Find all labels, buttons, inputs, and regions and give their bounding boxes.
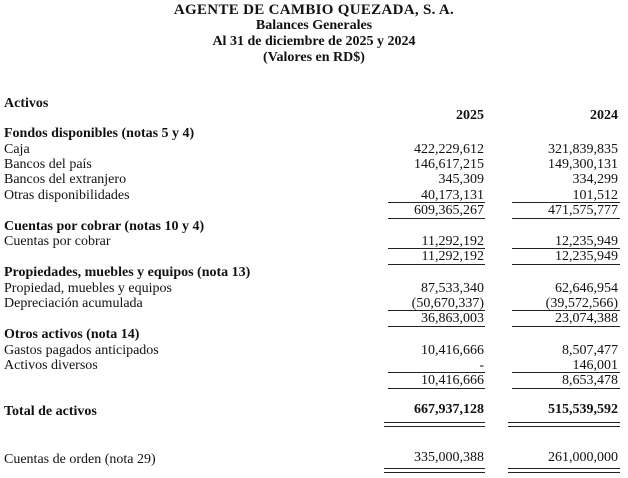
row-value-2024: 334,299 (572, 172, 618, 187)
cuentas-orden-label: Cuentas de orden (nota 29) (4, 452, 156, 467)
propiedades-title: Propiedades, muebles y equipos (nota 13) (4, 265, 251, 280)
company-name: AGENTE DE CAMBIO QUEZADA, S. A. (173, 2, 455, 18)
row-value-2025: 146,617,215 (414, 157, 484, 172)
row-value-2025: 40,173,131 (421, 188, 484, 203)
subtotal-underline (388, 218, 485, 219)
row-value-2025: 345,309 (438, 172, 484, 187)
total-double-rule (384, 422, 485, 427)
subtotal-underline (388, 388, 485, 389)
row-value-2025: (50,670,337) (411, 296, 484, 311)
total-activos-2025: 667,937,128 (414, 402, 484, 417)
subtotal-underline (512, 218, 620, 219)
total-activos-2024: 515,539,592 (548, 402, 618, 417)
subtotal-2025: 11,292,192 (421, 249, 484, 264)
row-value-2025: 87,533,340 (421, 281, 484, 296)
row-value-2024: 101,512 (572, 188, 618, 203)
total-activos-label: Total de activos (4, 404, 97, 419)
statement-date: Al 31 de diciembre de 2025 y 2024 (212, 34, 416, 49)
subtotal-2025: 609,365,267 (414, 203, 484, 218)
row-value-2024: 146,001 (572, 358, 618, 373)
subtotal-2024: 23,074,388 (555, 311, 618, 326)
row-value-2025: 11,292,192 (421, 234, 484, 249)
row-label: Otras disponibilidades (4, 188, 130, 203)
row-label: Activos diversos (4, 358, 98, 373)
cuentas-orden-2024: 261,000,000 (548, 450, 618, 465)
subtotal-2025: 36,863,003 (421, 311, 484, 326)
cuentas-title: Cuentas por cobrar (notas 10 y 4) (4, 219, 205, 234)
subtotal-underline (512, 264, 620, 265)
statement-title: Balances Generales (255, 18, 373, 33)
orden-double-rule (384, 468, 485, 473)
otros-title: Otros activos (nota 14) (4, 327, 140, 342)
orden-double-rule (508, 468, 620, 473)
row-value-2025: 422,229,612 (414, 142, 484, 157)
row-value-2024: 149,300,131 (548, 157, 618, 172)
fondos-title: Fondos disponibles (notas 5 y 4) (4, 126, 195, 141)
subtotal-2024: 8,653,478 (562, 373, 618, 388)
subtotal-2025: 10,416,666 (421, 373, 484, 388)
subtotal-underline (388, 264, 485, 265)
column-header-2024: 2024 (590, 108, 618, 123)
subtotal-underline (512, 326, 620, 327)
row-value-2024: (39,572,566) (545, 296, 618, 311)
subtotal-underline (388, 326, 485, 327)
row-label: Depreciación acumulada (4, 296, 143, 311)
row-value-2024: 321,839,835 (548, 142, 618, 157)
column-header-2025: 2025 (456, 108, 484, 123)
row-label: Propiedad, muebles y equipos (4, 281, 172, 296)
row-label: Gastos pagados anticipados (4, 343, 159, 358)
subtotal-underline (512, 388, 620, 389)
row-label: Bancos del extranjero (4, 172, 127, 187)
row-value-2025: 10,416,666 (421, 343, 484, 358)
row-value-2024: 62,646,954 (555, 281, 618, 296)
row-value-2025: - (479, 358, 484, 373)
row-value-2024: 8,507,477 (562, 343, 618, 358)
row-label: Bancos del país (4, 157, 92, 172)
total-double-rule (508, 422, 620, 427)
section-activos: Activos (4, 96, 49, 111)
row-label: Cuentas por cobrar (4, 234, 111, 249)
currency-note: (Valores en RD$) (263, 50, 365, 65)
row-label: Caja (4, 142, 30, 157)
statement-header (0, 2, 628, 66)
row-value-2024: 12,235,949 (555, 234, 618, 249)
subtotal-2024: 12,235,949 (555, 249, 618, 264)
subtotal-2024: 471,575,777 (548, 203, 618, 218)
cuentas-orden-2025: 335,000,388 (414, 450, 484, 465)
